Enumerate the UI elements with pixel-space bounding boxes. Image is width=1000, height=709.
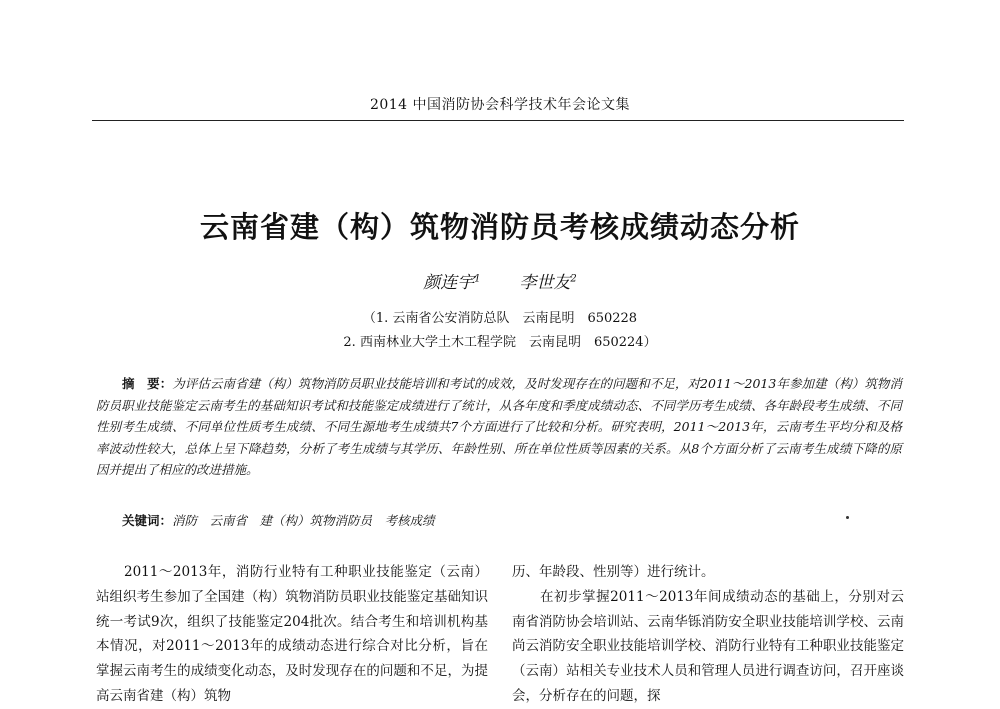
affiliation-2: 2. 西南林业大学土木工程学院 云南昆明 650224）	[343, 335, 657, 350]
affiliation-1: （1. 云南省公安消防总队 云南昆明 650228	[362, 311, 638, 326]
abstract-label: 摘 要：	[122, 376, 173, 391]
author-affil-mark: 1	[474, 273, 481, 285]
keywords-label: 关键词：	[122, 513, 173, 528]
running-header: 2014 中国消防协会科学技术年会论文集	[369, 97, 631, 113]
header-rule	[92, 120, 904, 121]
body-paragraph-continued: 历、年龄段、性别等）进行统计。	[512, 564, 715, 580]
body-column-right	[512, 560, 904, 709]
body-paragraph: 在初步掌握2011～2013年间成绩动态的基础上，分别对云南省消防协会培训站、云南华铄消防安全职业技能培训学校、云南尚云消防安全职业技能培训学校、消防行业特有工种职业技能鉴定（云南）站相关专业技术人员和管理人员进行调查访问，召开座谈会，分析存在的问题，探	[512, 588, 904, 704]
keywords	[122, 511, 902, 529]
abstract-text: 为评估云南省建（构）筑物消防员职业技能培训和考试的成效，及时发现存在的问题和不足，对2011～2013年参加建（构）筑物消防员职业技能鉴定云南考生的基础知识考试和技能鉴定成绩进行了统计，从各年度和季度成绩动态、不同学历考生成绩、各年龄段考生成绩、不同性别考生成绩、不同单位性质考生成绩、不同生源地考生成绩共7个方面进行了比较和分析。研究表明，2011～2013年，云南考生平均分和及格率波动性较大，总体上呈下降趋势，分析了考生成绩与其学历、年龄性别、所在单位性质等因素的关系。从8个方面分析了云南考生成绩下降的原因并提出了相应的改进措施。	[96, 376, 902, 478]
authors-line	[0, 268, 1000, 293]
author-name: 李世友	[519, 273, 571, 293]
author-affil-mark: 2	[570, 273, 577, 285]
paper-title: 云南省建（构）筑物消防员考核成绩动态分析	[199, 210, 800, 244]
author-name: 颜连宇	[423, 273, 475, 293]
body-column-left	[96, 560, 488, 709]
body-paragraph: 2011～2013年，消防行业特有工种职业技能鉴定（云南）站组织考生参加了全国建（构）筑物消防员职业技能鉴定基础知识统一考试9次，组织了技能鉴定204批次。结合考生和培训机构基本情况，对2011～2013年的成绩动态进行综合对比分析，旨在掌握云南考生的成绩变化动态，及时发现存在的问题和不足，为提高云南省建（构）筑物	[96, 564, 488, 704]
speck	[846, 516, 849, 519]
keywords-text: 消防 云南省 建（构）筑物消防员 考核成绩	[172, 513, 435, 528]
abstract	[96, 373, 902, 481]
